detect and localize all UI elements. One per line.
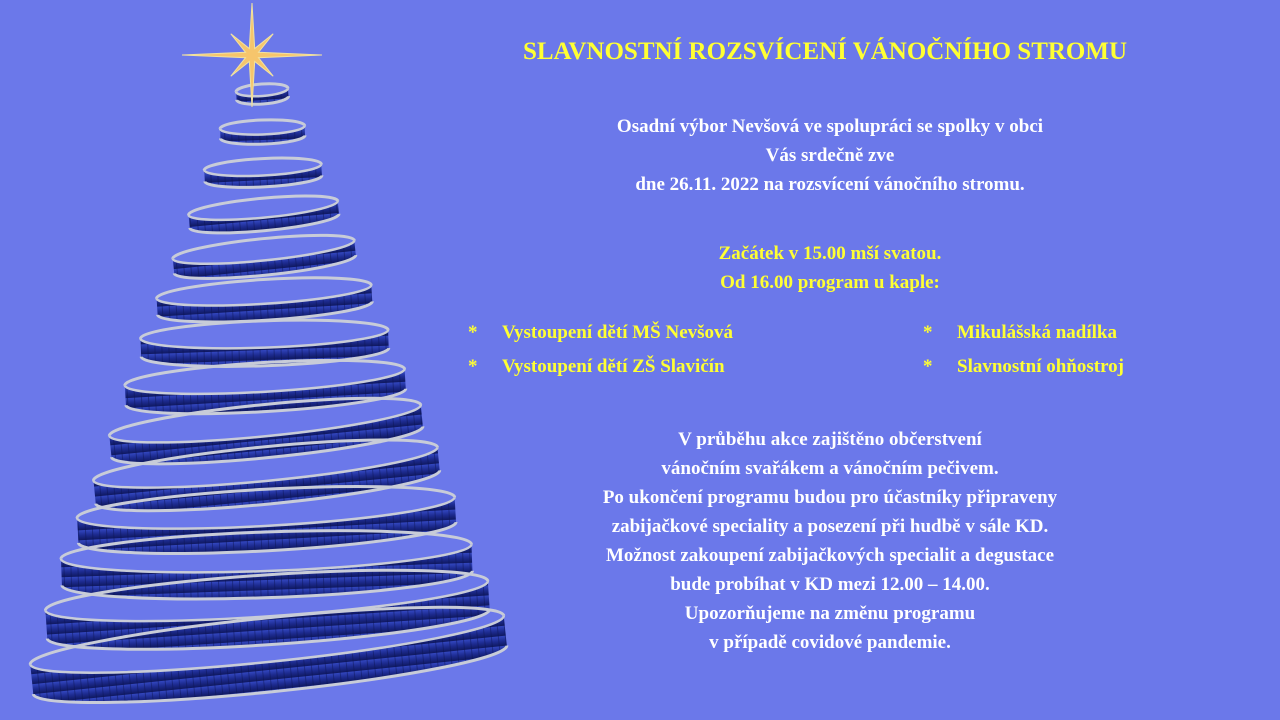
bullet-icon: * xyxy=(923,356,933,377)
tree-ribbon-spiral xyxy=(28,82,509,716)
ribbon-band xyxy=(188,191,340,237)
details-line: V průběhu akce zajištěno občerstvení xyxy=(678,429,982,450)
details-line: v případě covidové pandemie. xyxy=(709,632,951,653)
program-item-label: Mikulášská nadílka xyxy=(957,322,1117,343)
schedule-line: Začátek v 15.00 mší svatou. xyxy=(718,243,942,264)
schedule-line: Od 16.00 program u kaple: xyxy=(720,272,940,293)
ribbon-band xyxy=(204,156,323,190)
details-line: Možnost zakoupení zabijačkových specialit a degustace xyxy=(605,545,1055,566)
invitation-line: Osadní výbor Nevšová ve spolupráci se spolky v obci xyxy=(616,116,1044,137)
page-title: SLAVNOSTNÍ ROZSVÍCENÍ VÁNOČNÍHO STROMU xyxy=(522,38,1128,65)
invitation-text xyxy=(440,112,1220,199)
program-item xyxy=(923,356,1124,378)
star-icon xyxy=(182,3,322,107)
details-line: Po ukončení programu budou pro účastníky připraveny xyxy=(602,487,1058,508)
program-item xyxy=(923,322,1117,344)
bullet-icon: * xyxy=(468,322,478,343)
program-item xyxy=(468,356,725,378)
bullet-icon: * xyxy=(468,356,478,377)
program-item-label: Vystoupení dětí MŠ Nevšová xyxy=(502,322,734,343)
details-line: Upozorňujeme na změnu programu xyxy=(684,603,976,624)
invitation-line: Vás srdečně zve xyxy=(765,145,895,166)
details-text xyxy=(440,425,1220,657)
program-item-label: Slavnostní ohňostroj xyxy=(957,356,1125,377)
ribbon-band xyxy=(156,273,373,327)
details-line: bude probíhat v KD mezi 12.00 – 14.00. xyxy=(670,574,990,595)
schedule-text xyxy=(440,239,1220,297)
invitation-line: dne 26.11. 2022 na rozsvícení vánočního stromu. xyxy=(635,174,1025,195)
details-line: vánočním svařákem a vánočním pečivem. xyxy=(661,458,999,479)
ribbon-band xyxy=(236,82,289,106)
program-item xyxy=(468,322,733,344)
details-line: zabijačkové speciality a posezení při hudbě v sále KD. xyxy=(611,516,1049,537)
ribbon-band xyxy=(172,230,357,285)
bullet-icon: * xyxy=(923,322,933,343)
ribbon-band xyxy=(220,118,305,145)
program-item-label: Vystoupení dětí ZŠ Slavičín xyxy=(502,356,725,377)
